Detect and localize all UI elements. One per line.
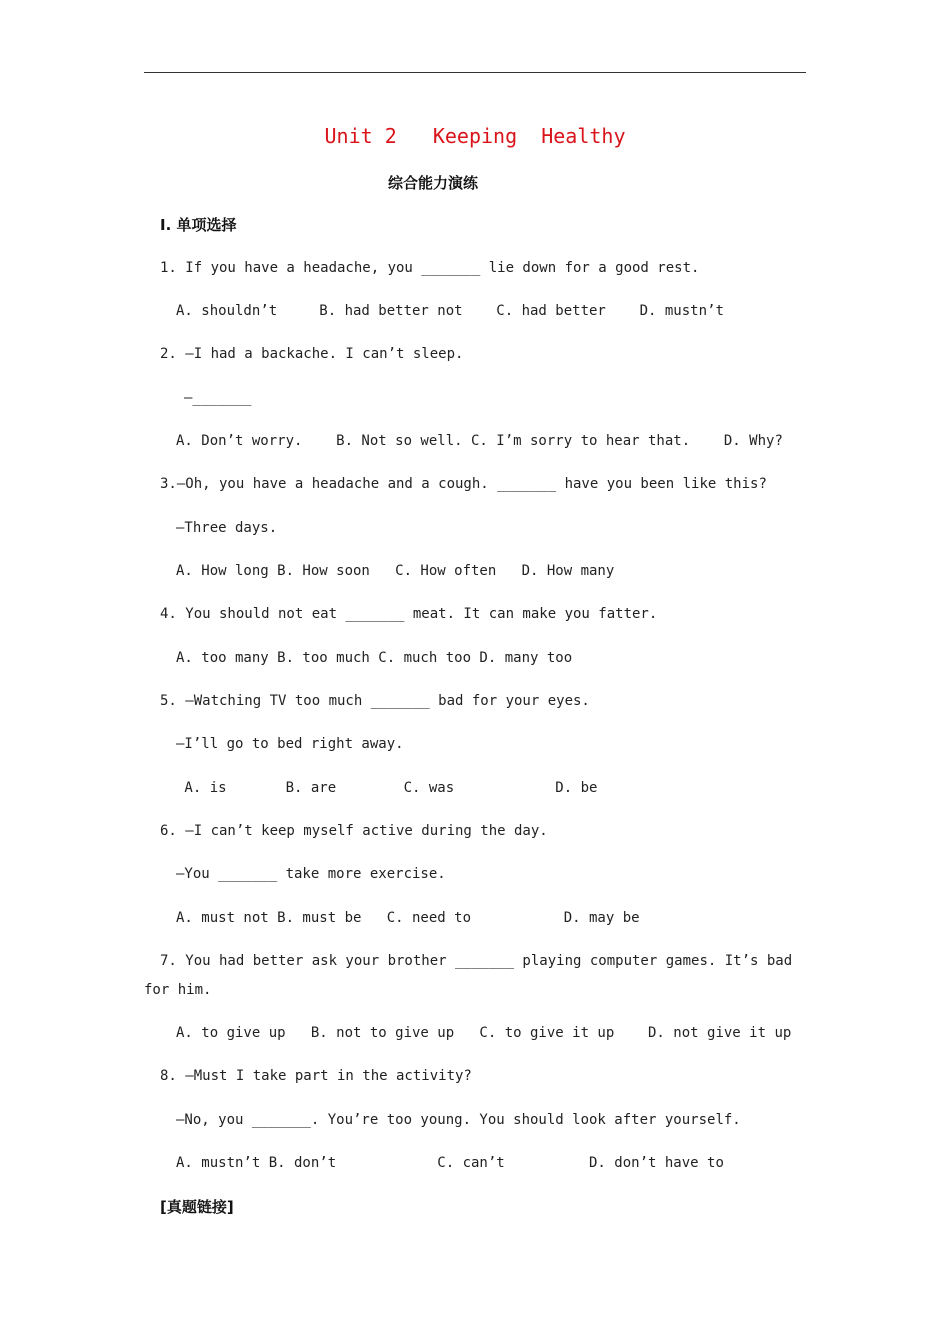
question-4-options: A. too many B. too much C. much too D. many too: [176, 650, 573, 666]
real-exam-link-heading: [真题链接]: [160, 1198, 234, 1216]
question-8-stem: 8. —Must I take part in the activity?: [160, 1068, 472, 1084]
top-rule: [144, 72, 806, 73]
question-2-stem: 2. —I had a backache. I can’t sleep.: [160, 346, 464, 362]
question-1-stem: 1. If you have a headache, you _______ lie down for a good rest.: [160, 260, 700, 276]
page-title: Unit 2 Keeping Healthy: [324, 124, 626, 148]
question-3-reply: —Three days.: [176, 520, 278, 536]
question-6-reply: —You _______ take more exercise.: [176, 866, 446, 882]
question-5-options: A. is B. are C. was D. be: [176, 780, 598, 796]
question-1-options: A. shouldn’t B. had better not C. had better D. mustn’t: [176, 303, 724, 319]
question-7-stem-continued: for him.: [144, 982, 212, 998]
question-5-reply: —I’ll go to bed right away.: [176, 736, 404, 752]
question-8-options: A. mustn’t B. don’t C. can’t D. don’t have to: [176, 1155, 724, 1171]
question-6-stem: 6. —I can’t keep myself active during the day.: [160, 823, 548, 839]
question-7-options: A. to give up B. not to give up C. to give it up D. not give it up: [176, 1025, 792, 1041]
section-heading: I. 单项选择: [160, 216, 237, 234]
question-3-stem: 3.—Oh, you have a headache and a cough. _______ have you been like this?: [160, 476, 767, 492]
question-2-reply: —_______: [184, 390, 252, 406]
question-5-stem: 5. —Watching TV too much _______ bad for your eyes.: [160, 693, 590, 709]
question-2-options: A. Don’t worry. B. Not so well. C. I’m sorry to hear that. D. Why?: [176, 433, 783, 449]
question-4-stem: 4. You should not eat _______ meat. It can make you fatter.: [160, 606, 658, 622]
question-3-options: A. How long B. How soon C. How often D. How many: [176, 563, 615, 579]
page-subtitle: 综合能力演练: [388, 174, 479, 192]
question-7-stem: 7. You had better ask your brother _______ playing computer games. It’s bad: [160, 953, 793, 969]
question-6-options: A. must not B. must be C. need to D. may be: [176, 910, 640, 926]
question-8-reply: —No, you _______. You’re too young. You should look after yourself.: [176, 1112, 741, 1128]
